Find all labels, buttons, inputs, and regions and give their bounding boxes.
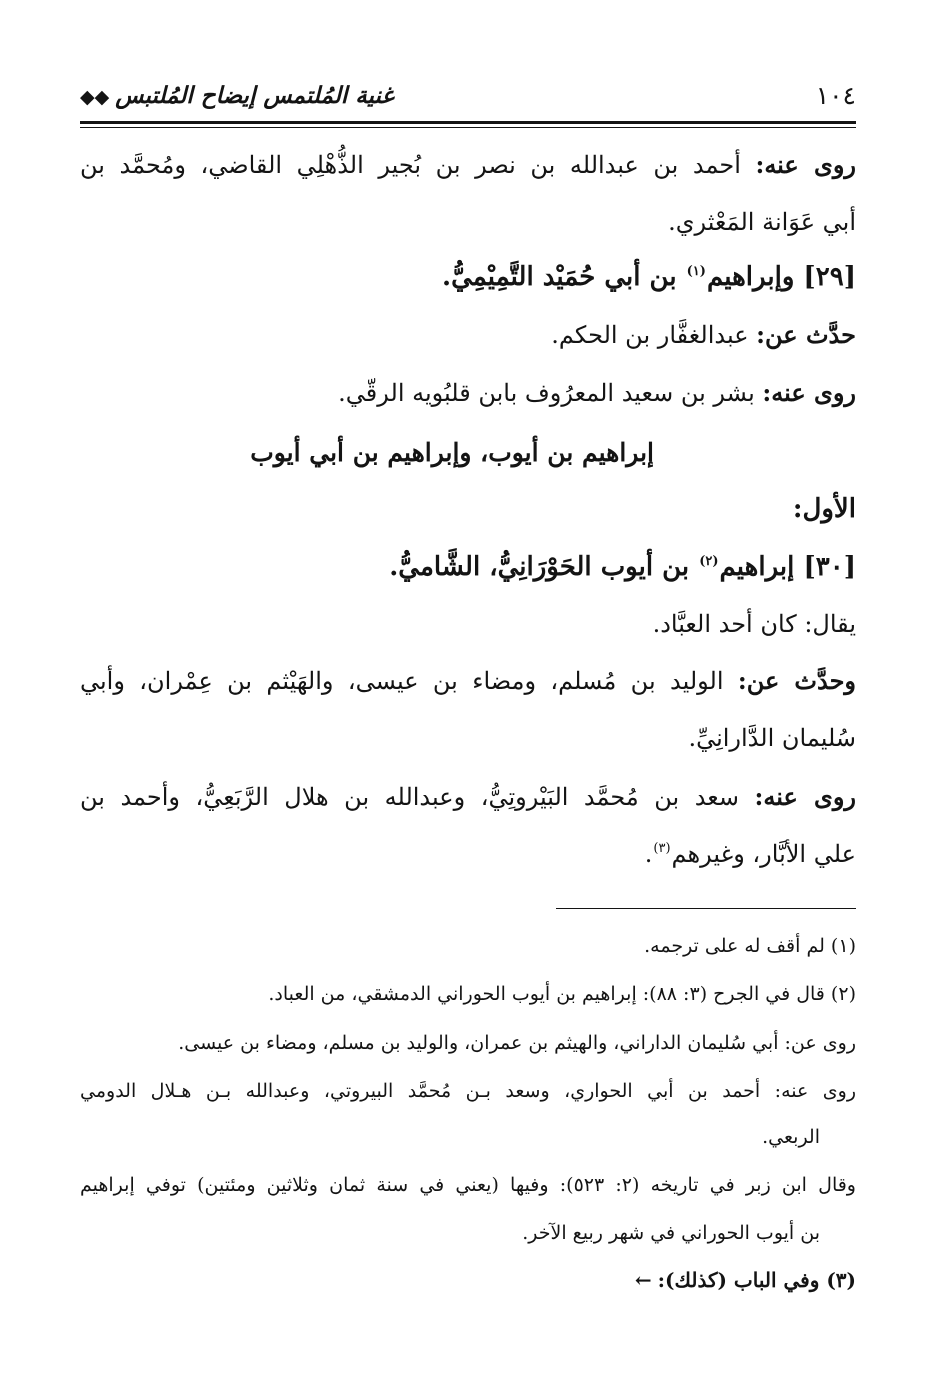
entry-heading-30 (389, 552, 856, 582)
text-line-13-body: علي الأبَّار، وغيرهم (671, 840, 856, 868)
entry-heading-30-rest: بن أيوب الحَوْرَانِيُّ، الشَّاميُّ. (389, 552, 699, 582)
page-number: ١٠٤ (815, 80, 856, 110)
text-line-1 (80, 150, 856, 179)
diamond-ornament-icon: ◆◆ (80, 85, 110, 108)
footnote-2-line-4: الربعي. (762, 1126, 820, 1148)
text-line-5-body: بشر بن سعيد المعرُوف بابن قلبُويه الرقّي. (338, 379, 763, 407)
label-narrated-by: روى عنه: (755, 150, 856, 179)
footnote-2-line-6: بن أيوب الحوراني في شهر ربيع الآخر. (522, 1222, 820, 1244)
label-narrated-from: وحدَّث عن: (737, 666, 856, 695)
subsection-first: الأول: (792, 494, 856, 524)
footnote-3 (635, 1268, 856, 1292)
text-line-5 (338, 378, 856, 407)
text-line-9: يقال: كان أحد العبَّاد. (652, 610, 856, 638)
footnote-separator (556, 908, 856, 909)
footnote-2-line-3: روى عنه: أحمد بن أبي الحواري، وسعد بـن مُحمَّد البيروتي، وعبدالله بـن هـلال الدومي (80, 1080, 856, 1102)
label-narrated-by: روى عنه: (754, 782, 857, 811)
text-line-13-end: . (644, 840, 653, 868)
footnote-ref-3: (٣) (653, 841, 671, 856)
entry-heading-30-name: [٣٠] إبراهيم (719, 552, 856, 582)
text-line-12 (80, 782, 856, 811)
text-line-12-body: سعد بن مُحمَّد البَيْروتِيُّ، وعبدالله بن هلال الرَّبَعِيُّ، وأحمد بن (80, 783, 755, 811)
text-line-11: سُليمان الدَّارانِيِّ. (688, 724, 856, 752)
footnote-2: (٢) قال في الجرح (٣: ٨٨): إبراهيم بن أيوب الحوراني الدمشقي، من العباد. (268, 983, 856, 1005)
entry-heading-29-name: [٢٩] وإبراهيم (706, 262, 856, 292)
header-rule-thin (80, 127, 856, 128)
text-line-4 (551, 320, 856, 349)
text-line-2: أبي عَوَانة المَعْثري. (668, 208, 856, 236)
footnote-ref-1: (١) (686, 264, 706, 279)
footnote-ref-2: (٢) (699, 554, 719, 569)
running-title (80, 82, 393, 109)
text-line-10-body: الوليد بن مُسلم، ومضاء بن عيسى، والهَيْثم بن عِمْران، وأبي (80, 667, 738, 695)
arrow-left-icon: ← (634, 1268, 652, 1292)
header-rule-thick (80, 121, 856, 124)
running-title-text: غنية المُلتمس إيضاح المُلتبس (115, 81, 394, 109)
text-line-1-body: أحمد بن عبدالله بن نصر بن بُجير الذُّهْلِي القاضي، ومُحمَّد بن (80, 151, 756, 179)
entry-heading-29-rest: بن أبي حُمَيْد التَّمِيْمِيُّ. (442, 262, 686, 292)
text-line-4-body: عبدالغفَّار بن الحكم. (551, 321, 757, 349)
footnote-1: (١) لم أقف له على ترجمه. (644, 935, 856, 957)
text-line-13 (645, 840, 856, 868)
label-narrated-by: روى عنه: (762, 378, 856, 407)
entry-heading-29 (442, 262, 856, 292)
text-line-10 (80, 666, 856, 695)
label-narrated-from: حدَّث عن: (756, 320, 856, 349)
section-heading: إبراهيم بن أيوب، وإبراهيم بن أبي أيوب (250, 438, 654, 467)
footnote-3-text: (٣) وفي الباب (كذلك): (657, 1268, 856, 1292)
footnote-2-line-5: وقال ابن زبر في تاريخه (٢: ٥٢٣): وفيها (يعني في سنة ثمان وثلاثين ومئتين) توفي إبراهيم (80, 1174, 856, 1196)
footnote-2-line-2: روى عن: أبي سُليمان الداراني، والهيثم بن عمران، والوليد بن مسلم، ومضاء بن عيسى. (178, 1032, 856, 1054)
page-header (80, 72, 856, 118)
